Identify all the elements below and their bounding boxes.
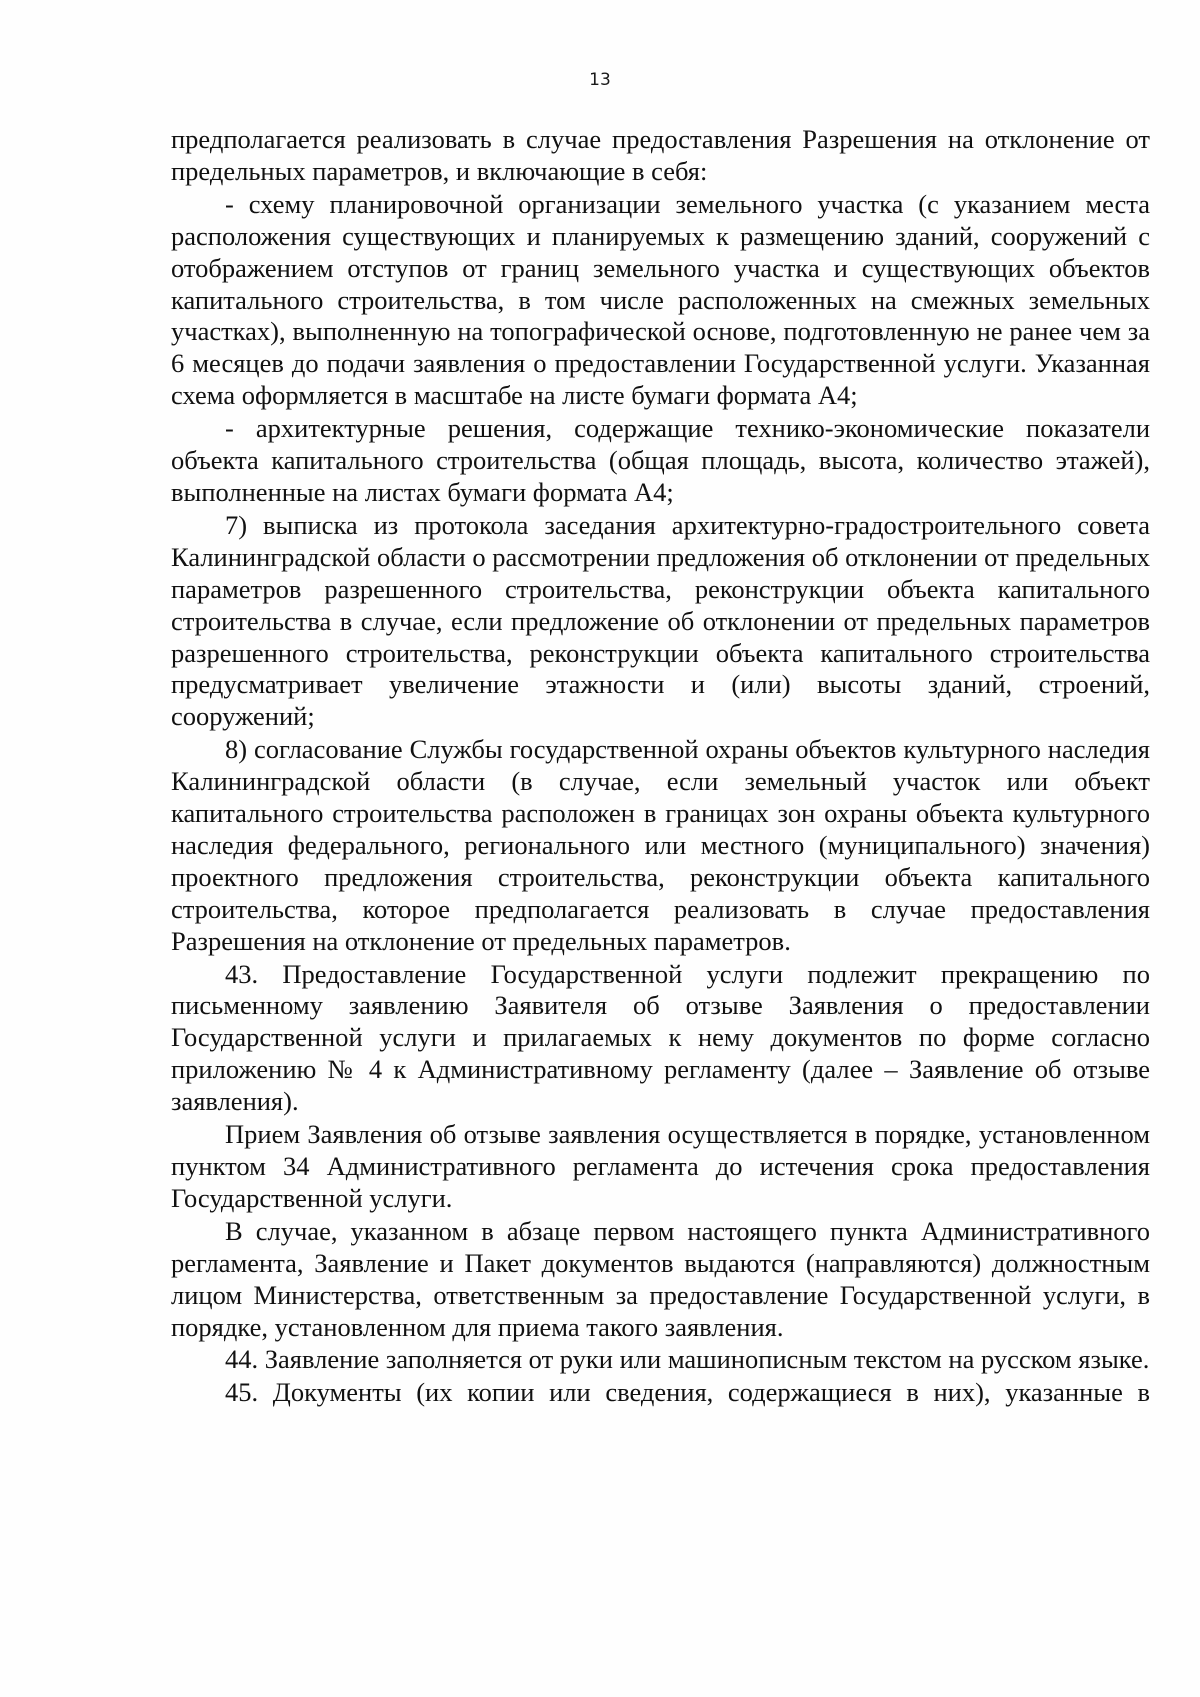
paragraph-site-plan-scheme: - схему планировочной организации земельного участка (с указанием места расположения существующих и планируемых к размещению зданий, сооружений с отображением отступов от границ земельного участка и существующих объектов капитального строительства, в том числе расположенных на смежных земельных участках), выполненную на топографической основе, подготовленную не ранее чем за 6 месяцев до подачи заявления о предоставлении Государственной услуги. Указанная схема оформляется в масштабе на листе бумаги формата А4; bbox=[171, 188, 1150, 411]
paragraph-item-7: 7) выписка из протокола заседания архитектурно-градостроительного совета Калининградской области о рассмотрении предложения об отклонении от предельных параметров разрешенного строительства, реконструкции объекта капитального строительства в случае, если предложение об отклонении от предельных параметров разрешенного строительства, реконструкции объекта капитального строительства предусматривает увеличение этажности и (или) высоты зданий, строений, сооружений; bbox=[171, 509, 1150, 732]
paragraph-item-8: 8) согласование Службы государственной охраны объектов культурного наследия Калининградской области (в случае, если земельный участок или объект капитального строительства расположен в границах зон охраны объекта культурного наследия федерального, регионального или местного (муниципального) значения) проектного предложения строительства, реконструкции объекта капитального строительства, которое предполагается реализовать в случае предоставления Разрешения на отклонение от предельных параметров. bbox=[171, 734, 1150, 956]
paragraph-clause-45: 45. Документы (их копии или сведения, содержащиеся в них), указанные в bbox=[225, 1377, 1150, 1408]
document-body bbox=[171, 124, 1150, 1410]
paragraph-continuation: предполагается реализовать в случае предоставления Разрешения на отклонение от предельных параметров, и включающие в себя: bbox=[171, 124, 1150, 186]
paragraph-clause-44: 44. Заявление заполняется от руки или машинописным текстом на русском языке. bbox=[225, 1344, 1150, 1375]
paragraph-withdrawal-acceptance: Прием Заявления об отзыве заявления осуществляется в порядке, установленном пунктом 34 Административного регламента до истечения срока предоставления Государственной услуги. bbox=[171, 1119, 1150, 1213]
paragraph-documents-return: В случае, указанном в абзаце первом настоящего пункта Административного регламента, Заявление и Пакет документов выдаются (направляются) должностным лицом Министерства, ответственным за предоставление Государственной услуги, в порядке, установленном для приема такого заявления. bbox=[171, 1215, 1150, 1342]
paragraph-architectural-solutions: - архитектурные решения, содержащие технико-экономические показатели объекта капитального строительства (общая площадь, высота, количество этажей), выполненные на листах бумаги формата А4; bbox=[171, 413, 1150, 507]
page-number: 13 bbox=[589, 70, 611, 90]
paragraph-clause-43: 43. Предоставление Государственной услуги подлежит прекращению по письменному заявлению Заявителя об отзыве Заявления о предоставлении Государственной услуги и прилагаемых к нему документов по форме согласно приложению № 4 к Административному регламенту (далее – Заявление об отзыве заявления). bbox=[171, 958, 1150, 1117]
